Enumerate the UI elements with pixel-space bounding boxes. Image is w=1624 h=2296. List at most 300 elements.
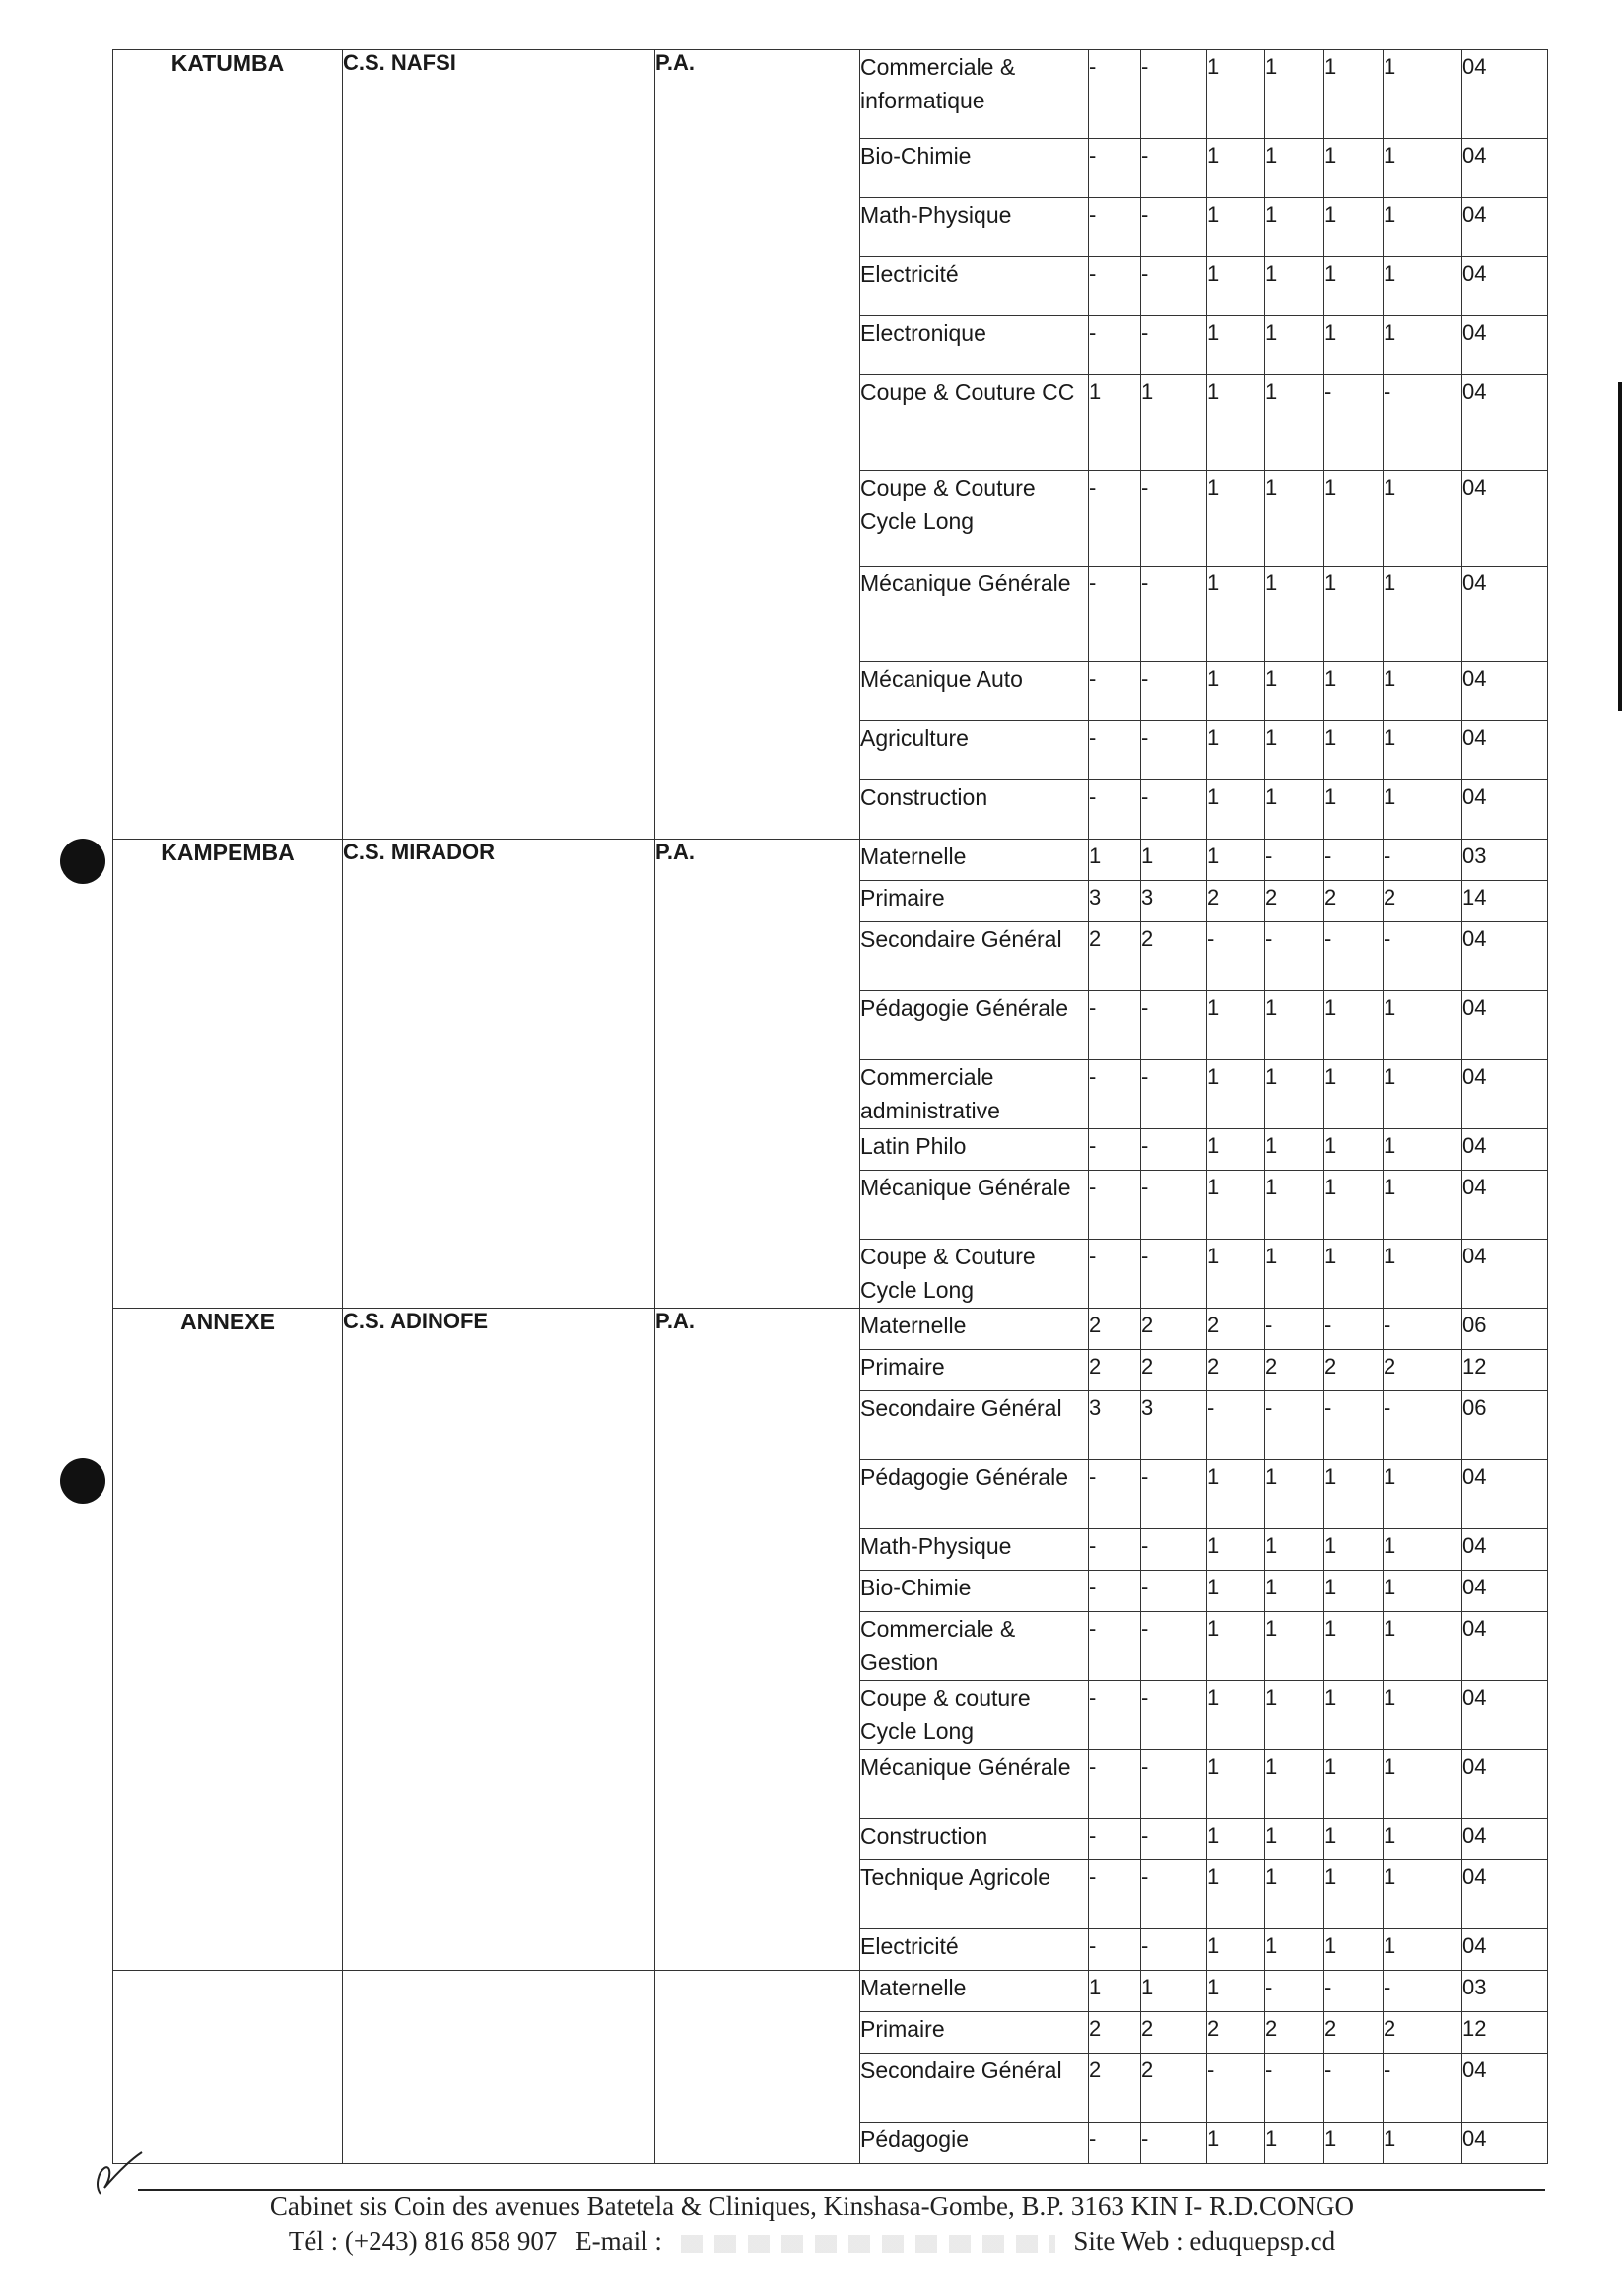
count-cell: - [1141, 1060, 1207, 1129]
count-cell: 1 [1324, 1750, 1384, 1819]
total-cell: 04 [1462, 1612, 1548, 1681]
total-cell: 04 [1462, 1129, 1548, 1171]
count-cell: - [1089, 1129, 1141, 1171]
count-cell: 1 [1384, 50, 1462, 139]
total-cell: 04 [1462, 1681, 1548, 1750]
total-cell: 04 [1462, 662, 1548, 721]
option-cell: Electricité [860, 257, 1089, 316]
count-cell: 1 [1265, 375, 1324, 471]
count-cell: 1 [1384, 780, 1462, 840]
count-cell: - [1089, 2123, 1141, 2164]
binder-hole-mark [60, 839, 105, 884]
total-cell: 04 [1462, 139, 1548, 198]
count-cell: 1 [1141, 375, 1207, 471]
count-cell: 1 [1141, 840, 1207, 881]
option-cell: Mécanique Auto [860, 662, 1089, 721]
count-cell: 1 [1207, 375, 1265, 471]
total-cell: 04 [1462, 1460, 1548, 1529]
total-cell: 04 [1462, 922, 1548, 991]
option-cell: Commerciale & informatique [860, 50, 1089, 139]
total-cell: 04 [1462, 1171, 1548, 1240]
total-cell: 06 [1462, 1391, 1548, 1460]
count-cell: 1 [1324, 1060, 1384, 1129]
count-cell: 1 [1089, 1971, 1141, 2012]
school-cell [343, 1971, 655, 2164]
count-cell: - [1384, 840, 1462, 881]
count-cell: 2 [1141, 1309, 1207, 1350]
total-cell: 04 [1462, 471, 1548, 567]
count-cell: - [1141, 1171, 1207, 1240]
count-cell: 1 [1324, 1171, 1384, 1240]
count-cell: 2 [1089, 2054, 1141, 2123]
count-cell: 1 [1265, 780, 1324, 840]
count-cell: 1 [1207, 1819, 1265, 1860]
option-cell: Pédagogie [860, 2123, 1089, 2164]
total-cell: 04 [1462, 50, 1548, 139]
count-cell: - [1141, 1681, 1207, 1750]
option-cell: Maternelle [860, 1309, 1089, 1350]
count-cell: - [1089, 1060, 1141, 1129]
count-cell: - [1141, 1129, 1207, 1171]
count-cell: - [1089, 1819, 1141, 1860]
count-cell: - [1384, 1971, 1462, 2012]
count-cell: - [1089, 721, 1141, 780]
count-cell: 1 [1384, 471, 1462, 567]
count-cell: - [1207, 1391, 1265, 1460]
option-cell: Electronique [860, 316, 1089, 375]
count-cell: 1 [1384, 1612, 1462, 1681]
count-cell: 1 [1207, 662, 1265, 721]
count-cell: - [1265, 1391, 1324, 1460]
count-cell: 1 [1207, 257, 1265, 316]
count-cell: - [1265, 1309, 1324, 1350]
count-cell: - [1324, 1391, 1384, 1460]
count-cell: 1 [1384, 1529, 1462, 1571]
count-cell: - [1324, 375, 1384, 471]
count-cell: - [1089, 991, 1141, 1060]
count-cell: - [1141, 1571, 1207, 1612]
count-cell: 1 [1207, 1240, 1265, 1309]
commune-cell: KATUMBA [113, 50, 343, 840]
count-cell: - [1141, 198, 1207, 257]
count-cell: - [1141, 1750, 1207, 1819]
total-cell: 04 [1462, 1750, 1548, 1819]
count-cell: - [1089, 471, 1141, 567]
table-row [113, 840, 1548, 881]
count-cell: - [1141, 1460, 1207, 1529]
count-cell: - [1141, 662, 1207, 721]
count-cell: 1 [1265, 721, 1324, 780]
count-cell: 1 [1207, 1750, 1265, 1819]
count-cell: - [1141, 1612, 1207, 1681]
count-cell: - [1265, 840, 1324, 881]
count-cell: 2 [1384, 2012, 1462, 2054]
count-cell: 1 [1384, 316, 1462, 375]
count-cell: - [1141, 1860, 1207, 1929]
option-cell: Coupe & Couture Cycle Long [860, 471, 1089, 567]
count-cell: 1 [1384, 1929, 1462, 1971]
total-cell: 12 [1462, 1350, 1548, 1391]
count-cell: - [1141, 2123, 1207, 2164]
count-cell: 1 [1265, 1129, 1324, 1171]
count-cell: 1 [1384, 1240, 1462, 1309]
count-cell: - [1384, 1309, 1462, 1350]
count-cell: - [1324, 922, 1384, 991]
school-cell: C.S. ADINOFE [343, 1309, 655, 1971]
option-cell: Coupe & Couture Cycle Long [860, 1240, 1089, 1309]
commune-cell: KAMPEMBA [113, 840, 343, 1309]
count-cell: 3 [1089, 881, 1141, 922]
count-cell: 1 [1207, 1612, 1265, 1681]
count-cell: - [1089, 257, 1141, 316]
count-cell: - [1384, 1391, 1462, 1460]
redacted-email [681, 2235, 1055, 2253]
count-cell: 1 [1265, 1460, 1324, 1529]
count-cell: - [1141, 780, 1207, 840]
footer-site: Site Web : eduquepsp.cd [1073, 2226, 1336, 2256]
count-cell: 1 [1324, 1460, 1384, 1529]
count-cell: 1 [1324, 1129, 1384, 1171]
count-cell: 2 [1384, 1350, 1462, 1391]
total-cell: 04 [1462, 2123, 1548, 2164]
regime-cell: P.A. [655, 840, 860, 1309]
count-cell: 1 [1384, 567, 1462, 662]
count-cell: - [1141, 991, 1207, 1060]
schools-table [112, 49, 1548, 2164]
option-cell: Construction [860, 1819, 1089, 1860]
count-cell: 1 [1265, 1171, 1324, 1240]
count-cell: 1 [1207, 1460, 1265, 1529]
count-cell: 1 [1207, 1681, 1265, 1750]
count-cell: - [1141, 1240, 1207, 1309]
count-cell: 1 [1207, 1929, 1265, 1971]
count-cell: - [1089, 1750, 1141, 1819]
count-cell: 1 [1207, 567, 1265, 662]
count-cell: 1 [1324, 567, 1384, 662]
total-cell: 04 [1462, 721, 1548, 780]
table-row [113, 1971, 1548, 2012]
count-cell: 2 [1089, 922, 1141, 991]
count-cell: - [1141, 567, 1207, 662]
total-cell: 03 [1462, 840, 1548, 881]
count-cell: 1 [1265, 991, 1324, 1060]
count-cell: 1 [1324, 1929, 1384, 1971]
count-cell: 1 [1324, 1681, 1384, 1750]
count-cell: 1 [1384, 1681, 1462, 1750]
option-cell: Math-Physique [860, 1529, 1089, 1571]
count-cell: - [1089, 1240, 1141, 1309]
option-cell: Math-Physique [860, 198, 1089, 257]
count-cell: 1 [1265, 1060, 1324, 1129]
count-cell: 1 [1324, 471, 1384, 567]
count-cell: 1 [1384, 721, 1462, 780]
count-cell: 1 [1207, 198, 1265, 257]
option-cell: Bio-Chimie [860, 139, 1089, 198]
option-cell: Commerciale administrative [860, 1060, 1089, 1129]
total-cell: 04 [1462, 316, 1548, 375]
count-cell: 2 [1207, 2012, 1265, 2054]
count-cell: 1 [1384, 1571, 1462, 1612]
footer-contact [0, 2226, 1624, 2257]
option-cell: Mécanique Générale [860, 1171, 1089, 1240]
count-cell: 1 [1207, 471, 1265, 567]
count-cell: 2 [1265, 881, 1324, 922]
count-cell: 2 [1324, 881, 1384, 922]
count-cell: 3 [1089, 1391, 1141, 1460]
option-cell: Primaire [860, 1350, 1089, 1391]
count-cell: - [1089, 780, 1141, 840]
count-cell: - [1141, 316, 1207, 375]
count-cell: 1 [1265, 567, 1324, 662]
count-cell: 1 [1384, 662, 1462, 721]
count-cell: 1 [1384, 1129, 1462, 1171]
count-cell: 1 [1324, 1860, 1384, 1929]
total-cell: 04 [1462, 1571, 1548, 1612]
count-cell: 1 [1207, 991, 1265, 1060]
count-cell: 1 [1207, 1571, 1265, 1612]
count-cell: - [1384, 922, 1462, 991]
total-cell: 04 [1462, 257, 1548, 316]
count-cell: 1 [1384, 1171, 1462, 1240]
count-cell: - [1089, 1460, 1141, 1529]
count-cell: 1 [1265, 1929, 1324, 1971]
count-cell: 2 [1089, 1309, 1141, 1350]
commune-cell [113, 1971, 343, 2164]
count-cell: 2 [1265, 2012, 1324, 2054]
count-cell: - [1089, 316, 1141, 375]
count-cell: - [1141, 1819, 1207, 1860]
option-cell: Mécanique Générale [860, 567, 1089, 662]
count-cell: 1 [1265, 257, 1324, 316]
count-cell: - [1089, 662, 1141, 721]
count-cell: 1 [1324, 316, 1384, 375]
count-cell: 1 [1265, 1612, 1324, 1681]
option-cell: Maternelle [860, 840, 1089, 881]
total-cell: 04 [1462, 1860, 1548, 1929]
count-cell: 1 [1265, 316, 1324, 375]
count-cell: 1 [1324, 139, 1384, 198]
count-cell: - [1141, 139, 1207, 198]
total-cell: 04 [1462, 1060, 1548, 1129]
count-cell: - [1265, 1971, 1324, 2012]
count-cell: 1 [1207, 780, 1265, 840]
commune-cell: ANNEXE [113, 1309, 343, 1971]
option-cell: Secondaire Général [860, 922, 1089, 991]
edge-mark [1618, 382, 1622, 711]
count-cell: - [1089, 139, 1141, 198]
option-cell: Mécanique Générale [860, 1750, 1089, 1819]
count-cell: 1 [1324, 50, 1384, 139]
total-cell: 03 [1462, 1971, 1548, 2012]
count-cell: 1 [1384, 257, 1462, 316]
count-cell: 1 [1207, 1529, 1265, 1571]
count-cell: 1 [1324, 1571, 1384, 1612]
table-row [113, 1309, 1548, 1350]
count-cell: 1 [1265, 2123, 1324, 2164]
count-cell: 1 [1324, 1529, 1384, 1571]
count-cell: 2 [1089, 1350, 1141, 1391]
count-cell: - [1141, 721, 1207, 780]
count-cell: 2 [1141, 922, 1207, 991]
count-cell: 1 [1384, 1860, 1462, 1929]
count-cell: - [1089, 1860, 1141, 1929]
count-cell: - [1324, 840, 1384, 881]
option-cell: Bio-Chimie [860, 1571, 1089, 1612]
count-cell: - [1141, 1529, 1207, 1571]
count-cell: 1 [1207, 1971, 1265, 2012]
count-cell: 1 [1384, 1819, 1462, 1860]
total-cell: 04 [1462, 198, 1548, 257]
count-cell: 1 [1384, 2123, 1462, 2164]
count-cell: 1 [1089, 375, 1141, 471]
total-cell: 04 [1462, 1819, 1548, 1860]
count-cell: 1 [1324, 721, 1384, 780]
count-cell: - [1207, 922, 1265, 991]
footer-tel: Tél : (+243) 816 858 907 [288, 2226, 558, 2256]
count-cell: - [1089, 1529, 1141, 1571]
count-cell: 1 [1324, 198, 1384, 257]
count-cell: 1 [1141, 1971, 1207, 2012]
count-cell: 1 [1265, 50, 1324, 139]
count-cell: 2 [1384, 881, 1462, 922]
count-cell: - [1324, 1309, 1384, 1350]
option-cell: Primaire [860, 2012, 1089, 2054]
count-cell: - [1089, 1571, 1141, 1612]
count-cell: - [1089, 198, 1141, 257]
count-cell: 1 [1265, 471, 1324, 567]
count-cell: - [1141, 257, 1207, 316]
total-cell: 04 [1462, 567, 1548, 662]
count-cell: - [1324, 2054, 1384, 2123]
regime-cell [655, 1971, 860, 2164]
count-cell: 1 [1265, 1750, 1324, 1819]
total-cell: 04 [1462, 375, 1548, 471]
count-cell: 1 [1384, 198, 1462, 257]
footer-email-label: E-mail : [575, 2226, 662, 2256]
count-cell: - [1384, 375, 1462, 471]
count-cell: - [1089, 1929, 1141, 1971]
count-cell: 1 [1324, 1819, 1384, 1860]
option-cell: Secondaire Général [860, 1391, 1089, 1460]
count-cell: 3 [1141, 1391, 1207, 1460]
count-cell: - [1207, 2054, 1265, 2123]
option-cell: Coupe & couture Cycle Long [860, 1681, 1089, 1750]
total-cell: 14 [1462, 881, 1548, 922]
total-cell: 04 [1462, 780, 1548, 840]
count-cell: 2 [1324, 2012, 1384, 2054]
count-cell: 1 [1207, 50, 1265, 139]
count-cell: 1 [1265, 1681, 1324, 1750]
option-cell: Latin Philo [860, 1129, 1089, 1171]
school-cell: C.S. MIRADOR [343, 840, 655, 1309]
count-cell: 1 [1384, 1060, 1462, 1129]
count-cell: 2 [1141, 1350, 1207, 1391]
count-cell: 1 [1384, 1460, 1462, 1529]
count-cell: 1 [1265, 139, 1324, 198]
binder-hole-mark [60, 1458, 105, 1504]
count-cell: 2 [1265, 1350, 1324, 1391]
total-cell: 06 [1462, 1309, 1548, 1350]
count-cell: 2 [1324, 1350, 1384, 1391]
option-cell: Commerciale & Gestion [860, 1612, 1089, 1681]
count-cell: 2 [1089, 2012, 1141, 2054]
count-cell: 1 [1207, 2123, 1265, 2164]
option-cell: Coupe & Couture CC [860, 375, 1089, 471]
count-cell: 1 [1207, 1060, 1265, 1129]
option-cell: Construction [860, 780, 1089, 840]
count-cell: 1 [1384, 139, 1462, 198]
count-cell: 2 [1141, 2012, 1207, 2054]
count-cell: - [1141, 50, 1207, 139]
count-cell: 1 [1324, 662, 1384, 721]
count-cell: - [1141, 471, 1207, 567]
count-cell: 1 [1207, 840, 1265, 881]
count-cell: 1 [1324, 257, 1384, 316]
option-cell: Pédagogie Générale [860, 1460, 1089, 1529]
count-cell: 1 [1324, 991, 1384, 1060]
regime-cell: P.A. [655, 50, 860, 840]
count-cell: - [1089, 1612, 1141, 1681]
total-cell: 04 [1462, 1929, 1548, 1971]
count-cell: 1 [1207, 139, 1265, 198]
count-cell: - [1089, 1171, 1141, 1240]
school-cell: C.S. NAFSI [343, 50, 655, 840]
count-cell: 1 [1265, 198, 1324, 257]
count-cell: - [1141, 1929, 1207, 1971]
option-cell: Pédagogie Générale [860, 991, 1089, 1060]
table-row [113, 50, 1548, 139]
count-cell: - [1089, 1681, 1141, 1750]
option-cell: Electricité [860, 1929, 1089, 1971]
count-cell: 1 [1384, 991, 1462, 1060]
count-cell: 2 [1207, 1350, 1265, 1391]
count-cell: 3 [1141, 881, 1207, 922]
count-cell: 1 [1207, 1860, 1265, 1929]
option-cell: Maternelle [860, 1971, 1089, 2012]
count-cell: 1 [1384, 1750, 1462, 1819]
count-cell: 1 [1265, 1529, 1324, 1571]
count-cell: 1 [1207, 1129, 1265, 1171]
count-cell: 1 [1324, 2123, 1384, 2164]
total-cell: 04 [1462, 1529, 1548, 1571]
count-cell: 1 [1265, 1860, 1324, 1929]
option-cell: Primaire [860, 881, 1089, 922]
count-cell: 1 [1265, 1571, 1324, 1612]
footer-address: Cabinet sis Coin des avenues Batetela & Cliniques, Kinshasa-Gombe, B.P. 3163 KIN I- R.D.CONGO [269, 2192, 1355, 2221]
total-cell: 04 [1462, 1240, 1548, 1309]
count-cell: - [1384, 2054, 1462, 2123]
count-cell: 2 [1141, 2054, 1207, 2123]
count-cell: - [1265, 922, 1324, 991]
footer-rule [138, 2189, 1545, 2191]
count-cell: 1 [1265, 662, 1324, 721]
total-cell: 04 [1462, 2054, 1548, 2123]
count-cell: 2 [1207, 881, 1265, 922]
count-cell: - [1089, 567, 1141, 662]
count-cell: 2 [1207, 1309, 1265, 1350]
count-cell: - [1089, 50, 1141, 139]
option-cell: Technique Agricole [860, 1860, 1089, 1929]
count-cell: 1 [1207, 721, 1265, 780]
count-cell: 1 [1324, 780, 1384, 840]
option-cell: Agriculture [860, 721, 1089, 780]
count-cell: 1 [1089, 840, 1141, 881]
count-cell: - [1324, 1971, 1384, 2012]
total-cell: 04 [1462, 991, 1548, 1060]
count-cell: 1 [1265, 1240, 1324, 1309]
regime-cell: P.A. [655, 1309, 860, 1971]
total-cell: 12 [1462, 2012, 1548, 2054]
